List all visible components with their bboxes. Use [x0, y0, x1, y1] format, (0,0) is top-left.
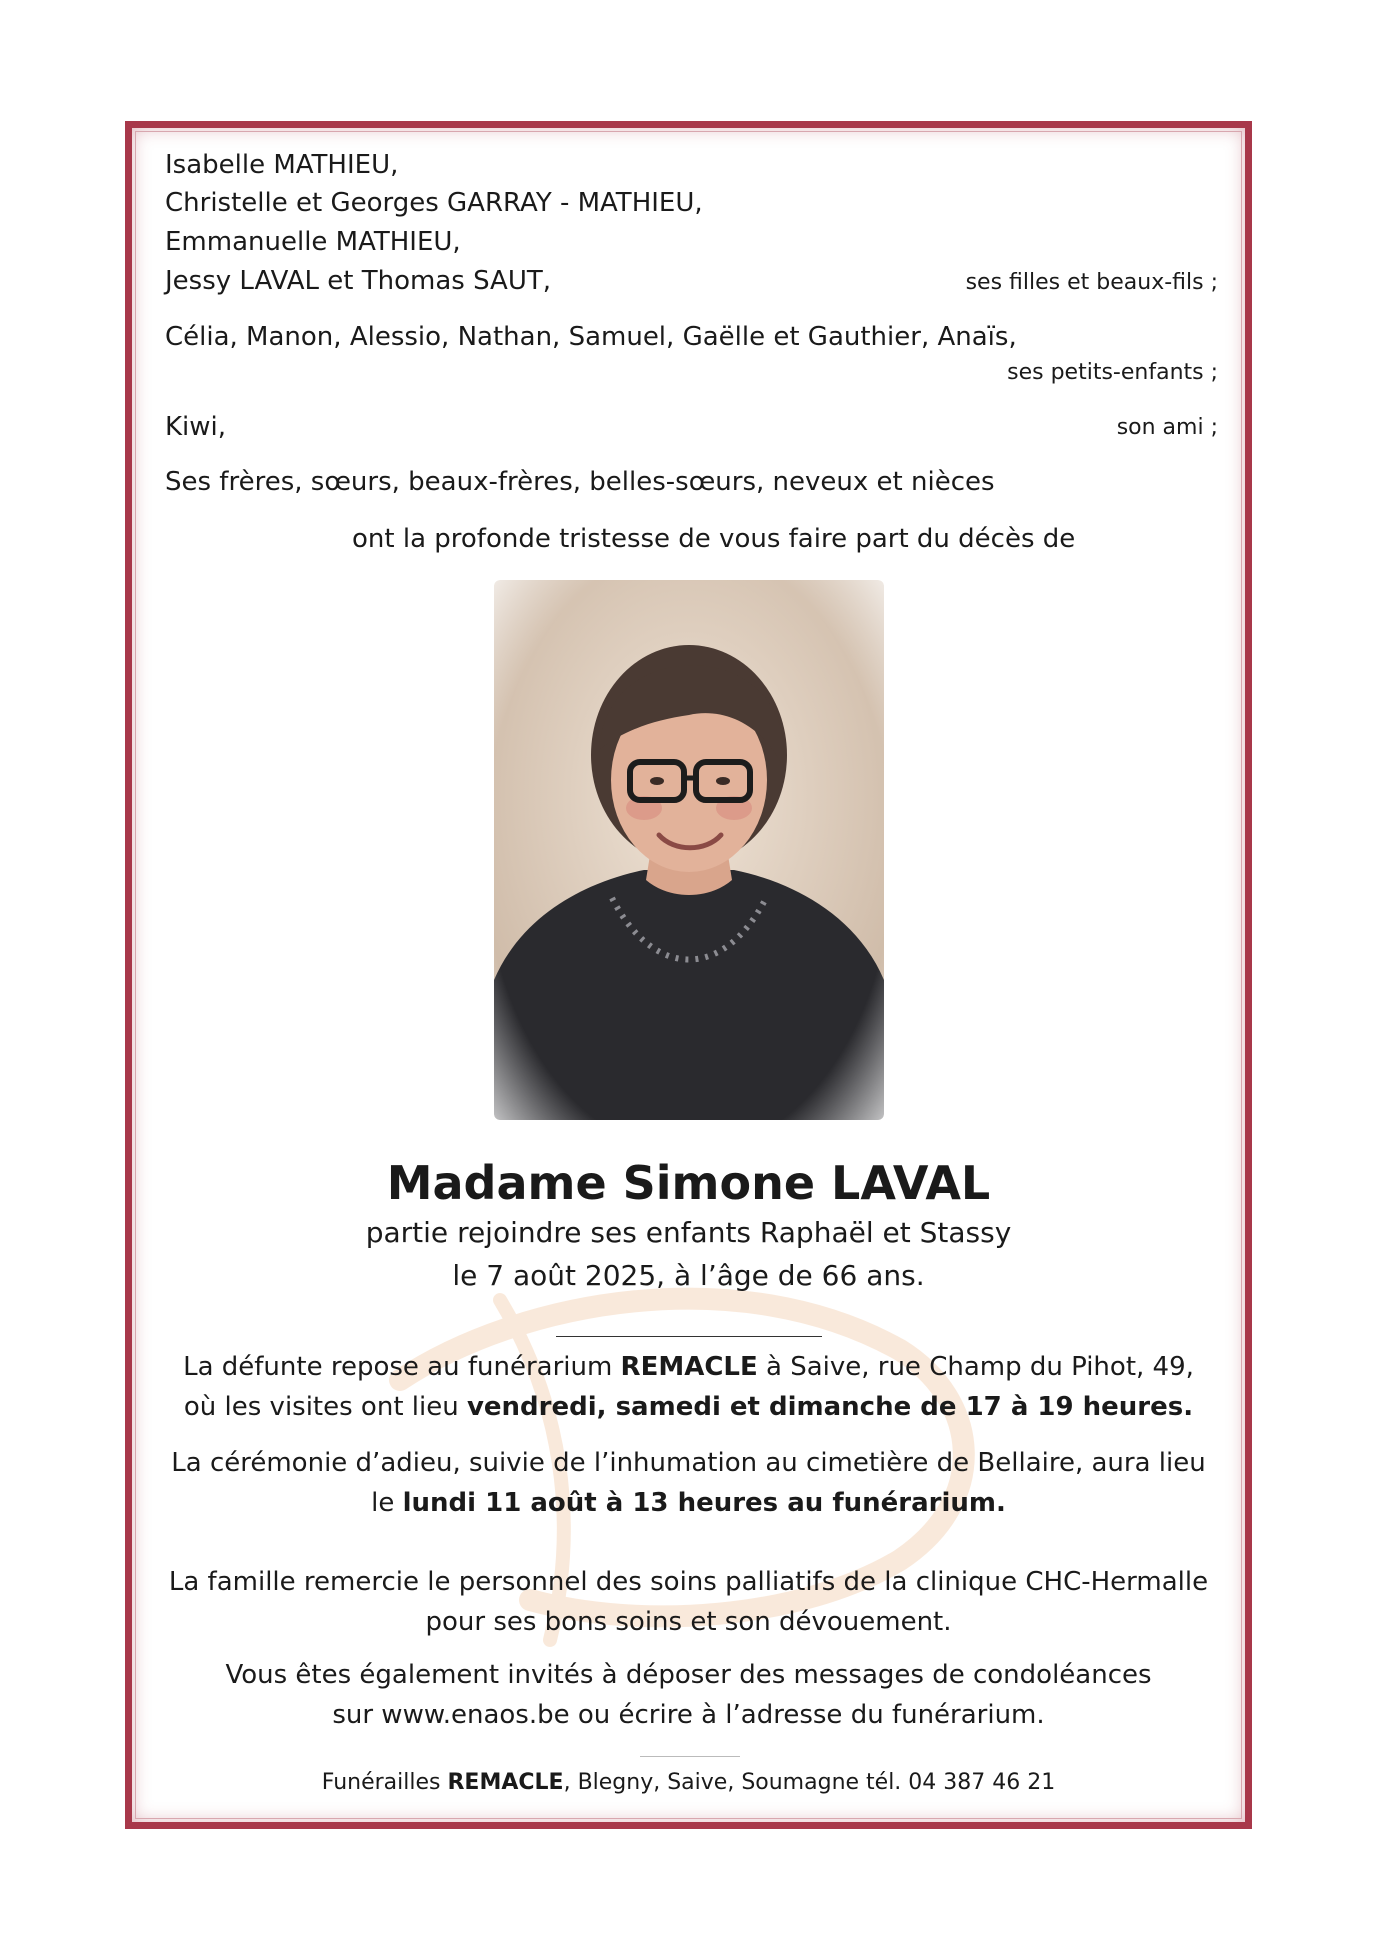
family-line-siblings: Ses frères, sœurs, beaux-frères, belles-sœurs, neveux et nièces — [165, 467, 995, 497]
footer-details: , Blegny, Saive, Soumagne tél. 04 387 46 21 — [563, 1770, 1056, 1795]
rest-location — [125, 1347, 1252, 1387]
rest-funeral-home: REMACLE — [620, 1352, 758, 1382]
ceremony-text: La cérémonie d’adieu, suivie de l’inhumation au cimetière de Bellaire, aura lieu — [171, 1448, 1206, 1478]
visit-prefix: où les visites ont lieu — [183, 1392, 467, 1422]
visit-days: vendredi, samedi et dimanche de 17 à 19 heures. — [466, 1392, 1194, 1422]
family-line-grandchildren: Célia, Manon, Alessio, Nathan, Samuel, Gaëlle et Gauthier, Anaïs, — [165, 322, 1017, 352]
footer-company: REMACLE — [447, 1770, 564, 1795]
rest-prefix: La défunte repose au funérarium — [183, 1352, 621, 1382]
condolences-line-1: Vous êtes également invités à déposer des messages de condoléances — [225, 1660, 1152, 1690]
footer-contact — [125, 1768, 1252, 1798]
thanks-line-1: La famille remercie le personnel des soins palliatifs de la clinique CHC-Hermalle — [168, 1567, 1209, 1597]
ceremony-datetime: lundi 11 août à 13 heures au funérarium. — [402, 1488, 1006, 1518]
portrait-photo — [494, 580, 884, 1120]
family-line-emmanuelle: Emmanuelle MATHIEU, — [165, 227, 461, 257]
relation-grandchildren: ses petits-enfants ; — [1007, 360, 1218, 385]
relation-daughters: ses filles et beaux-fils ; — [965, 270, 1218, 295]
relation-friend: son ami ; — [1116, 415, 1218, 440]
condolences-line-2: sur www.enaos.be ou écrire à l’adresse du funérarium. — [332, 1700, 1045, 1730]
ceremony-prefix: le — [371, 1488, 403, 1518]
family-line-kiwi: Kiwi, — [165, 412, 227, 442]
thanks-line-2: pour ses bons soins et son dévouement. — [425, 1607, 952, 1637]
footer-divider — [640, 1756, 740, 1757]
footer-prefix: Funérailles — [321, 1770, 448, 1795]
announcement-text: ont la profonde tristesse de vous faire part du décès de — [352, 524, 1076, 554]
portrait-illustration — [494, 580, 884, 1120]
rest-address: à Saive, rue Champ du Pihot, 49, — [757, 1352, 1194, 1382]
divider-line — [556, 1336, 822, 1337]
family-line-christelle: Christelle et Georges GARRAY - MATHIEU, — [165, 188, 703, 218]
family-line-isabelle: Isabelle MATHIEU, — [165, 150, 399, 180]
deceased-name: Madame Simone LAVAL — [386, 1156, 991, 1210]
visit-hours — [125, 1387, 1252, 1427]
deceased-subline-date: le 7 août 2025, à l’âge de 66 ans. — [452, 1259, 925, 1292]
deceased-subline-children: partie rejoindre ses enfants Raphaël et Stassy — [365, 1216, 1012, 1249]
family-line-jessy: Jessy LAVAL et Thomas SAUT, — [165, 266, 552, 296]
ceremony-date — [125, 1483, 1252, 1523]
